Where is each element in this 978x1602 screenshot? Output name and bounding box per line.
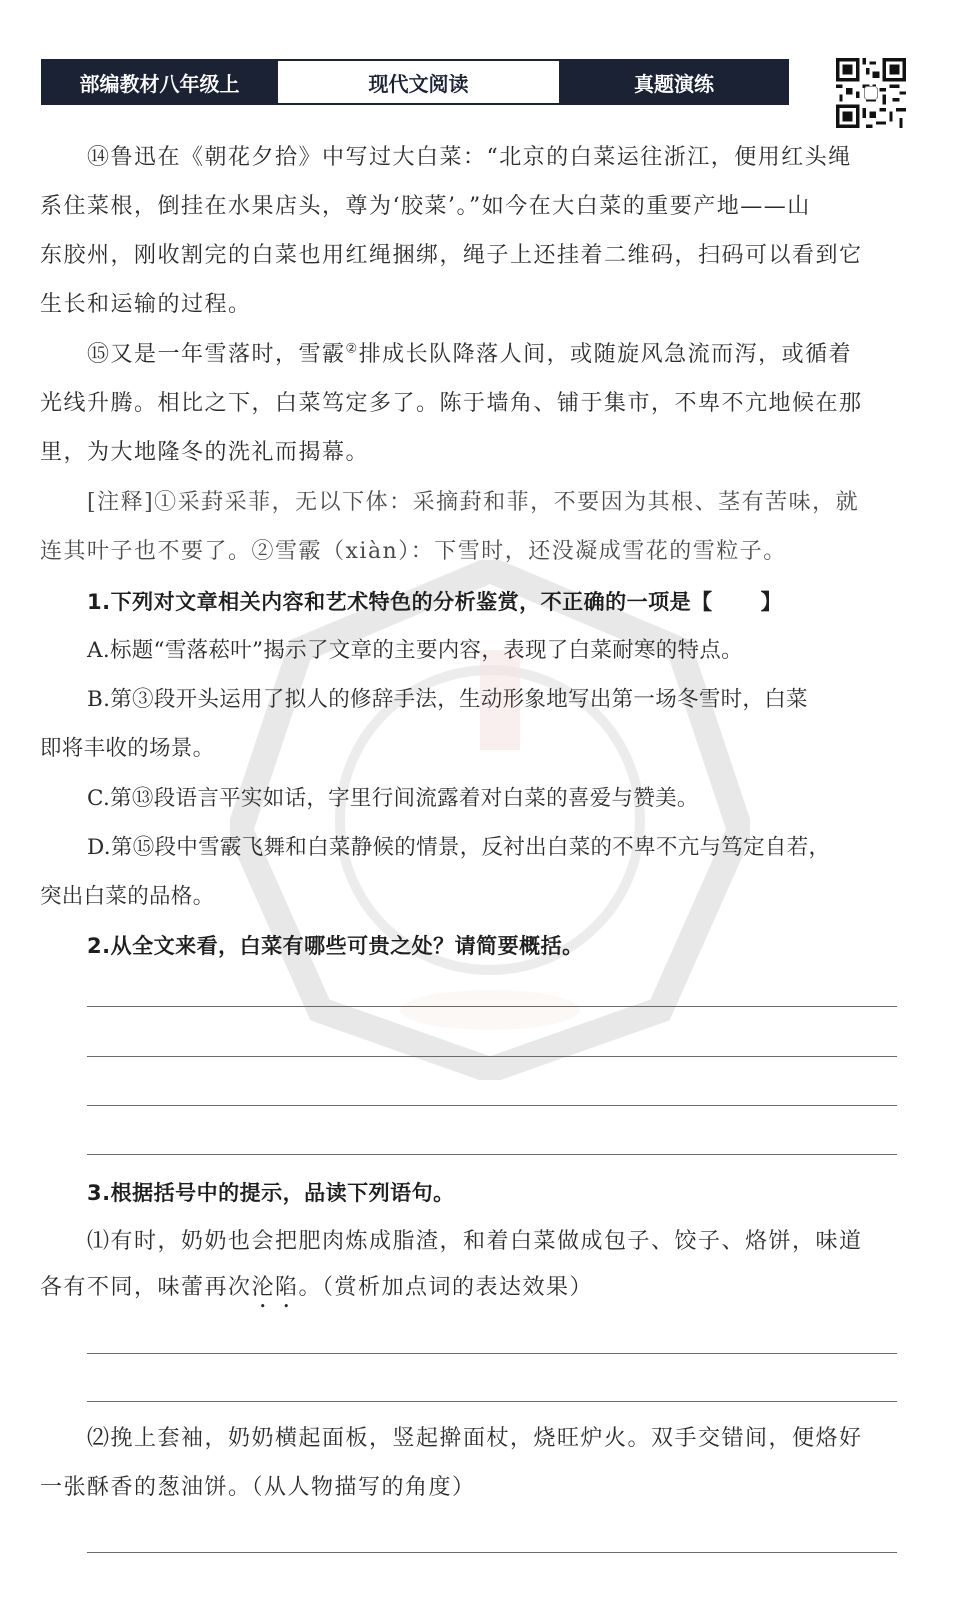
question-1-option-d-line-2: 突出白菜的品格。 xyxy=(40,884,215,909)
notes-line-1: [注释]①采葑采菲，无以下体：采摘葑和菲，不要因为其根、茎有苦味，就 xyxy=(87,490,860,515)
paragraph-14-line-4: 生长和运输的过程。 xyxy=(40,292,252,317)
answer-line[interactable] xyxy=(87,1401,897,1402)
header-section: 现代文阅读 xyxy=(276,61,561,103)
question-1-option-c: C.第⑬段语言平实如话，字里行间流露着对白菜的喜爱与赞美。 xyxy=(87,786,699,811)
paragraph-14-line-3: 东胶州，刚收割完的白菜也用红绳捆绑，绳子上还挂着二维码，扫码可以看到它 xyxy=(40,243,863,268)
question-2-stem: 2.从全文来看，白菜有哪些可贵之处？请简要概括。 xyxy=(87,934,584,958)
paragraph-15-line-1: ⑮又是一年雪落时，雪霰②排成长队降落人间，或随旋风急流而泻，或循着 xyxy=(87,341,853,367)
question-3-sentence-2-line-1: ⑵挽上套袖，奶奶横起面板，竖起擀面杖，烧旺炉火。双手交错间，便烙好 xyxy=(87,1426,863,1451)
question-3-sentence-1-line-2: 各有不同，味蕾再次沦陷。（赏析加点词的表达效果） xyxy=(40,1275,594,1300)
question-1-option-b-line-2: 即将丰收的场景。 xyxy=(40,736,215,761)
question-3-sentence-1-line-1: ⑴有时，奶奶也会把肥肉炼成脂渣，和着白菜做成包子、饺子、烙饼，味道 xyxy=(87,1229,863,1254)
answer-line[interactable] xyxy=(87,1154,897,1155)
answer-line[interactable] xyxy=(87,1552,897,1553)
paragraph-15-line-2: 光线升腾。相比之下，白菜笃定多了。陈于墙角、铺于集市，不卑不亢地候在那 xyxy=(40,391,863,416)
paragraph-14-line-1: ⑭鲁迅在《朝花夕拾》中写过大白菜：“北京的白菜运往浙江，便用红头绳 xyxy=(87,145,852,170)
header-practice: 真题演练 xyxy=(561,61,787,103)
question-1-option-d-line-1: D.第⑮段中雪霰飞舞和白菜静候的情景，反衬出白菜的不卑不亢与笃定自若， xyxy=(87,835,831,860)
notes-line-2: 连其叶子也不要了。②雪霰（xiàn）：下雪时，还没凝成雪花的雪粒子。 xyxy=(40,539,787,564)
dotted-word: 沦陷 xyxy=(251,1275,299,1300)
answer-line[interactable] xyxy=(87,1105,897,1106)
qr-code-icon[interactable] xyxy=(836,58,906,128)
header-bar xyxy=(41,59,789,105)
question-1-stem: 1.下列对文章相关内容和艺术特色的分析鉴赏，不正确的一项是【 】 xyxy=(87,590,783,614)
answer-line[interactable] xyxy=(87,1353,897,1354)
answer-line[interactable] xyxy=(87,1056,897,1057)
paragraph-15-line-3: 里，为大地隆冬的洗礼而揭幕。 xyxy=(40,440,370,465)
header-grade: 部编教材八年级上 xyxy=(43,61,276,103)
question-1-option-b-line-1: B.第③段开头运用了拟人的修辞手法，生动形象地写出第一场冬雪时，白菜 xyxy=(87,687,808,712)
question-3-stem: 3.根据括号中的提示，品读下列语句。 xyxy=(87,1181,455,1205)
footnote-marker: ② xyxy=(345,341,359,357)
answer-line[interactable] xyxy=(87,1006,897,1007)
paragraph-14-line-2: 系住菜根，倒挂在水果店头，尊为‘胶菜’。”如今在大白菜的重要产地——山 xyxy=(40,194,811,219)
question-3-sentence-2-line-2: 一张酥香的葱油饼。（从人物描写的角度） xyxy=(40,1475,476,1500)
question-1-option-a: A.标题“雪落菘叶”揭示了文章的主要内容，表现了白菜耐寒的特点。 xyxy=(87,638,743,663)
